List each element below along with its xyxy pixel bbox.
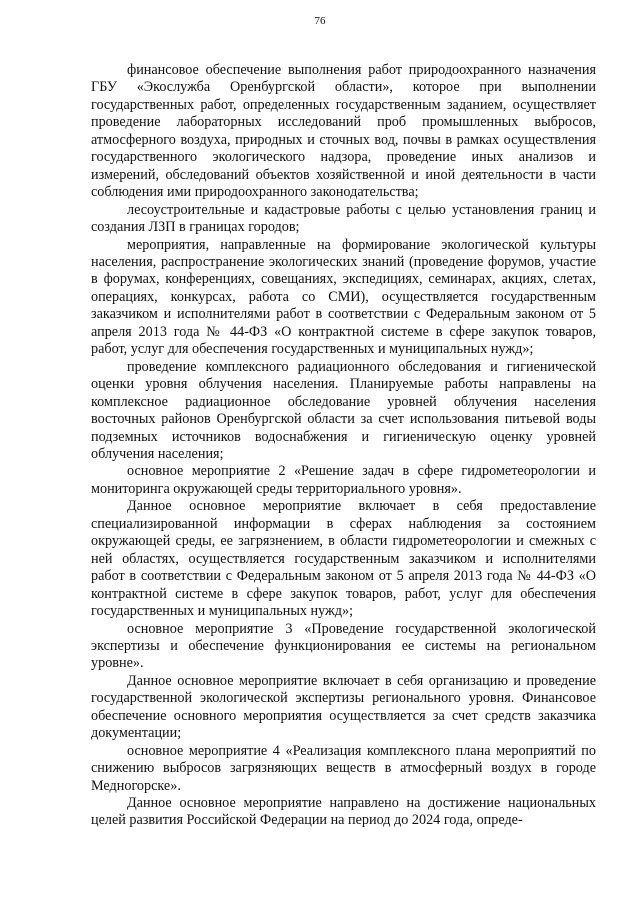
- paragraph: мероприятия, направленные на формирование экологической культуры населения, распространение экологических знаний (проведение форумов, участие в форумах, конференциях, совещаниях, экспедициях, семинарах, акциях, слетах, операциях, конкурсах, работа со СМИ), осуществляется государственным заказчиком и исполнителями работ в соответствии с Федеральным законом от 5 апреля 2013 года № 44-ФЗ «О контрактной системе в сфере закупок товаров, работ, услуг для обеспечения государственных и муниципальных нужд»;: [91, 236, 596, 358]
- paragraph: Данное основное мероприятие направлено на достижение национальных целей развития Российской Федерации на период до 2024 года, опреде-: [91, 795, 596, 829]
- paragraph: основное мероприятие 2 «Решение задач в сфере гидрометеорологии и мониторинга окружающей среды территориального уровня».: [91, 463, 596, 497]
- paragraph: основное мероприятие 4 «Реализация комплексного плана мероприятий по снижению выбросов загрязняющих веществ в атмосферный воздух в городе Медногорске».: [91, 742, 596, 794]
- paragraph: лесоустроительные и кадастровые работы с целью установления границ и создания ЛЗП в границах городов;: [91, 201, 596, 236]
- document-body: [91, 62, 596, 830]
- paragraph: проведение комплексного радиационного обследования и гигиенической оценки уровня облучения населения. Планируемые работы направлены на комплексное радиационное обследование уровней облучения населения восточных районов Оренбургской области за счет использования питьевой воды подземных источников водоснабжения и гигиеническую оценку уровней облучения населения;: [91, 358, 596, 462]
- page-number: 76: [314, 15, 326, 27]
- paragraph: основное мероприятие 3 «Проведение государственной экологической экспертизы и обеспечение функционирования ее системы на региональном уровне».: [91, 620, 596, 672]
- paragraph: Данное основное мероприятие включает в себя организацию и проведение государственной экологической экспертизы регионального уровня. Финансовое обеспечение основного мероприятия осуществляется за счет средств заказчика документации;: [91, 672, 596, 742]
- paragraph: финансовое обеспечение выполнения работ природоохранного назначения ГБУ «Экослужба Оренбургской области», которое при выполнении государственных работ, определенных государственным заданием, осуществляет проведение лабораторных исследований проб промышленных выбросов, атмосферного воздуха, природных и сточных вод, почвы в рамках осуществления государственного экологического надзора, проведение иных анализов и измерений, обследований объектов хозяйственной и иной деятельности в части соблюдения ими природоохранного законодательства;: [91, 62, 596, 201]
- paragraph: Данное основное мероприятие включает в себя предоставление специализированной информации в сферах наблюдения за состоянием окружающей среды, ее загрязнением, в области гидрометеорологии и смежных с ней областях, осуществляется государственным заказчиком и исполнителями работ в соответствии с Федеральным законом от 5 апреля 2013 года № 44-ФЗ «О контрактной системе в сфере закупок товаров, работ, услуг для обеспечения государственных и муниципальных нужд»;: [91, 498, 596, 620]
